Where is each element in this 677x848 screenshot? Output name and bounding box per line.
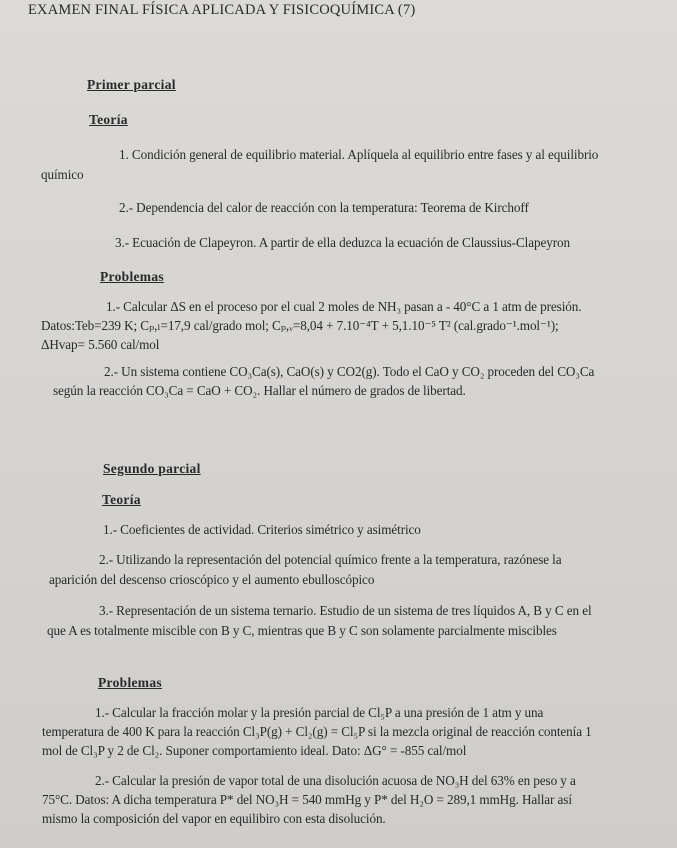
teoria-1-line-1: 1. Condición general de equilibrio material. Aplíquela al equilibrio entre fases y al equilibrio [119,147,599,162]
problema-2-line-1: 2.- Un sistema contiene CO₃Ca(s), CaO(s) y CO2(g). Todo el CaO y CO₂ proceden del CO₃Ca [104,364,595,379]
problema-1-line-3: ΔHvap= 5.560 cal/mol [41,337,160,352]
subheading-teoria-2: Teoría [102,492,141,507]
problema-1-line-1: 1.- Calcular ΔS en el proceso por el cual 2 moles de NH₃ pasan a - 40°C a 1 atm de presión. [106,299,582,314]
exam-title: EXAMEN FINAL FÍSICA APLICADA Y FISICOQUÍMICA (7) [28,2,416,18]
subheading-problemas-2: Problemas [98,675,162,690]
subheading-teoria-1: Teoría [89,112,128,127]
problema-s2-2-line-2: 75°C. Datos: A dicha temperatura P* del NO₃H = 540 mmHg y P* del H₂O = 289,1 mmHg. Hallar así [42,792,572,807]
subheading-problemas-1: Problemas [100,269,164,284]
problema-s2-2-line-3: mismo la composición del vapor en equilibiro con esta disolución. [42,811,386,826]
teoria-s2-2-line-1: 2.- Utilizando la representación del potencial químico frente a la temperatura, razónese la [99,552,562,567]
teoria-s2-1-line-1: 1.- Coeficientes de actividad. Criterios simétrico y asimétrico [103,522,421,537]
problema-s2-1-line-1: 1.- Calcular la fracción molar y la presión parcial de Cl₅P a una presión de 1 atm y una [95,705,544,720]
section-heading-primer-parcial: Primer parcial [87,77,176,92]
teoria-s2-3-line-2: que A es totalmente miscible con B y C, mientras que B y C son solamente parcialmente miscibles [47,623,557,638]
problema-1-line-2: Datos:Teb=239 K; Cₚ,ₗ=17,9 cal/grado mol; Cₚ,ᵥ=8,04 + 7.10⁻⁴T + 5,1.10⁻⁵ T² (cal.grado⁻¹.mol⁻¹); [41,318,559,333]
teoria-2-line-1: 2.- Dependencia del calor de reacción con la temperatura: Teorema de Kirchoff [119,200,529,215]
problema-s2-2-line-1: 2.- Calcular la presión de vapor total de una disolución acuosa de NO₃H del 63% en peso y a [95,773,576,788]
teoria-1-line-2: químico [41,167,84,182]
section-heading-segundo-parcial: Segundo parcial [103,461,201,476]
problema-s2-1-line-2: temperatura de 400 K para la reacción Cl₃P(g) + Cl₂(g) = Cl₅P si la mezcla original de reacción contenía 1 [42,724,592,739]
teoria-s2-2-line-2: aparición del descenso crioscópico y el aumento ebulloscópico [49,572,375,587]
problema-s2-1-line-3: mol de Cl₃P y 2 de Cl₂. Suponer comportamiento ideal. Dato: ΔG° = -855 cal/mol [42,743,467,758]
teoria-s2-3-line-1: 3.- Representación de un sistema ternario. Estudio de un sistema de tres líquidos A, B y C en el [99,603,592,618]
teoria-3-line-1: 3.- Ecuación de Clapeyron. A partir de ella deduzca la ecuación de Claussius-Clapeyron [115,235,570,250]
problema-2-line-2: según la reacción CO₃Ca = CaO + CO₂. Hallar el número de grados de libertad. [53,383,466,398]
